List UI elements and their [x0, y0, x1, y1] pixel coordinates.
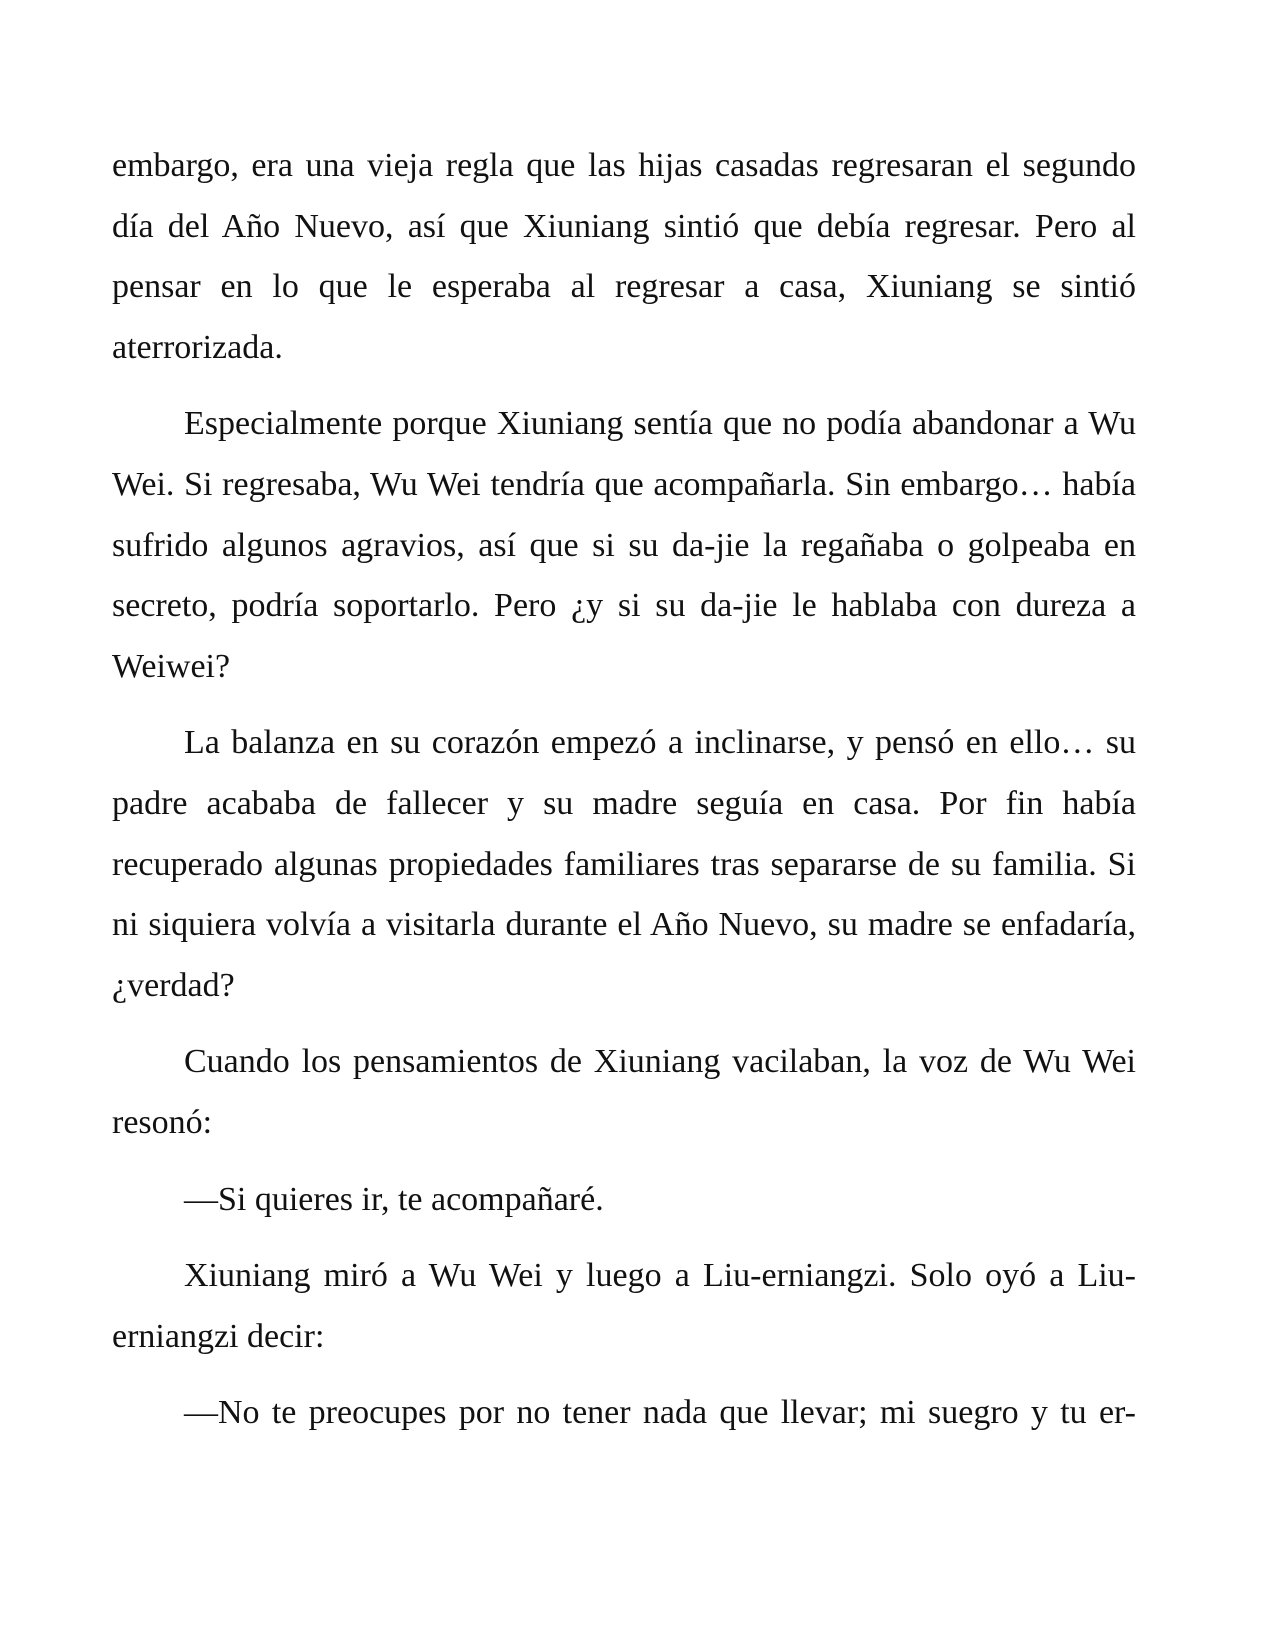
- paragraph-3: La balanza en su corazón empezó a inclinarse, y pensó en ello… su padre acababa de fallecer y su madre seguía en casa. Por fin había recuperado algunas propiedades familiares tras separarse de su familia. Si ni siquiera volvía a visitarla durante el Año Nuevo, su madre se enfadaría, ¿verdad?: [112, 724, 1136, 1004]
- body-text: [112, 136, 1136, 1460]
- paragraph-6: Xiuniang miró a Wu Wei y luego a Liu-erniangzi. Solo oyó a Liu-erniangzi decir:: [112, 1257, 1136, 1355]
- paragraph-2: Especialmente porque Xiuniang sentía que no podía abandonar a Wu Wei. Si regresaba, Wu Wei tendría que acompañarla. Sin embargo… había sufrido algunos agravios, así que si su da-jie la regañaba o golpeaba en secreto, podría soportarlo. Pero ¿y si su da-jie le hablaba con dureza a Weiwei?: [112, 405, 1136, 685]
- paragraph-1: embargo, era una vieja regla que las hijas casadas regresaran el segundo día del Año Nuevo, así que Xiuniang sintió que debía regresar. Pero al pensar en lo que le esperaba al regresar a casa, Xiuniang se sintió aterrorizada.: [112, 147, 1136, 366]
- paragraph-5: —Si quieres ir, te acompañaré.: [184, 1180, 604, 1218]
- paragraph-7: —No te preocupes por no tener nada que llevar; mi suegro y tu er-: [184, 1394, 1136, 1432]
- paragraph-4: Cuando los pensamientos de Xiuniang vacilaban, la voz de Wu Wei resonó:: [112, 1043, 1136, 1141]
